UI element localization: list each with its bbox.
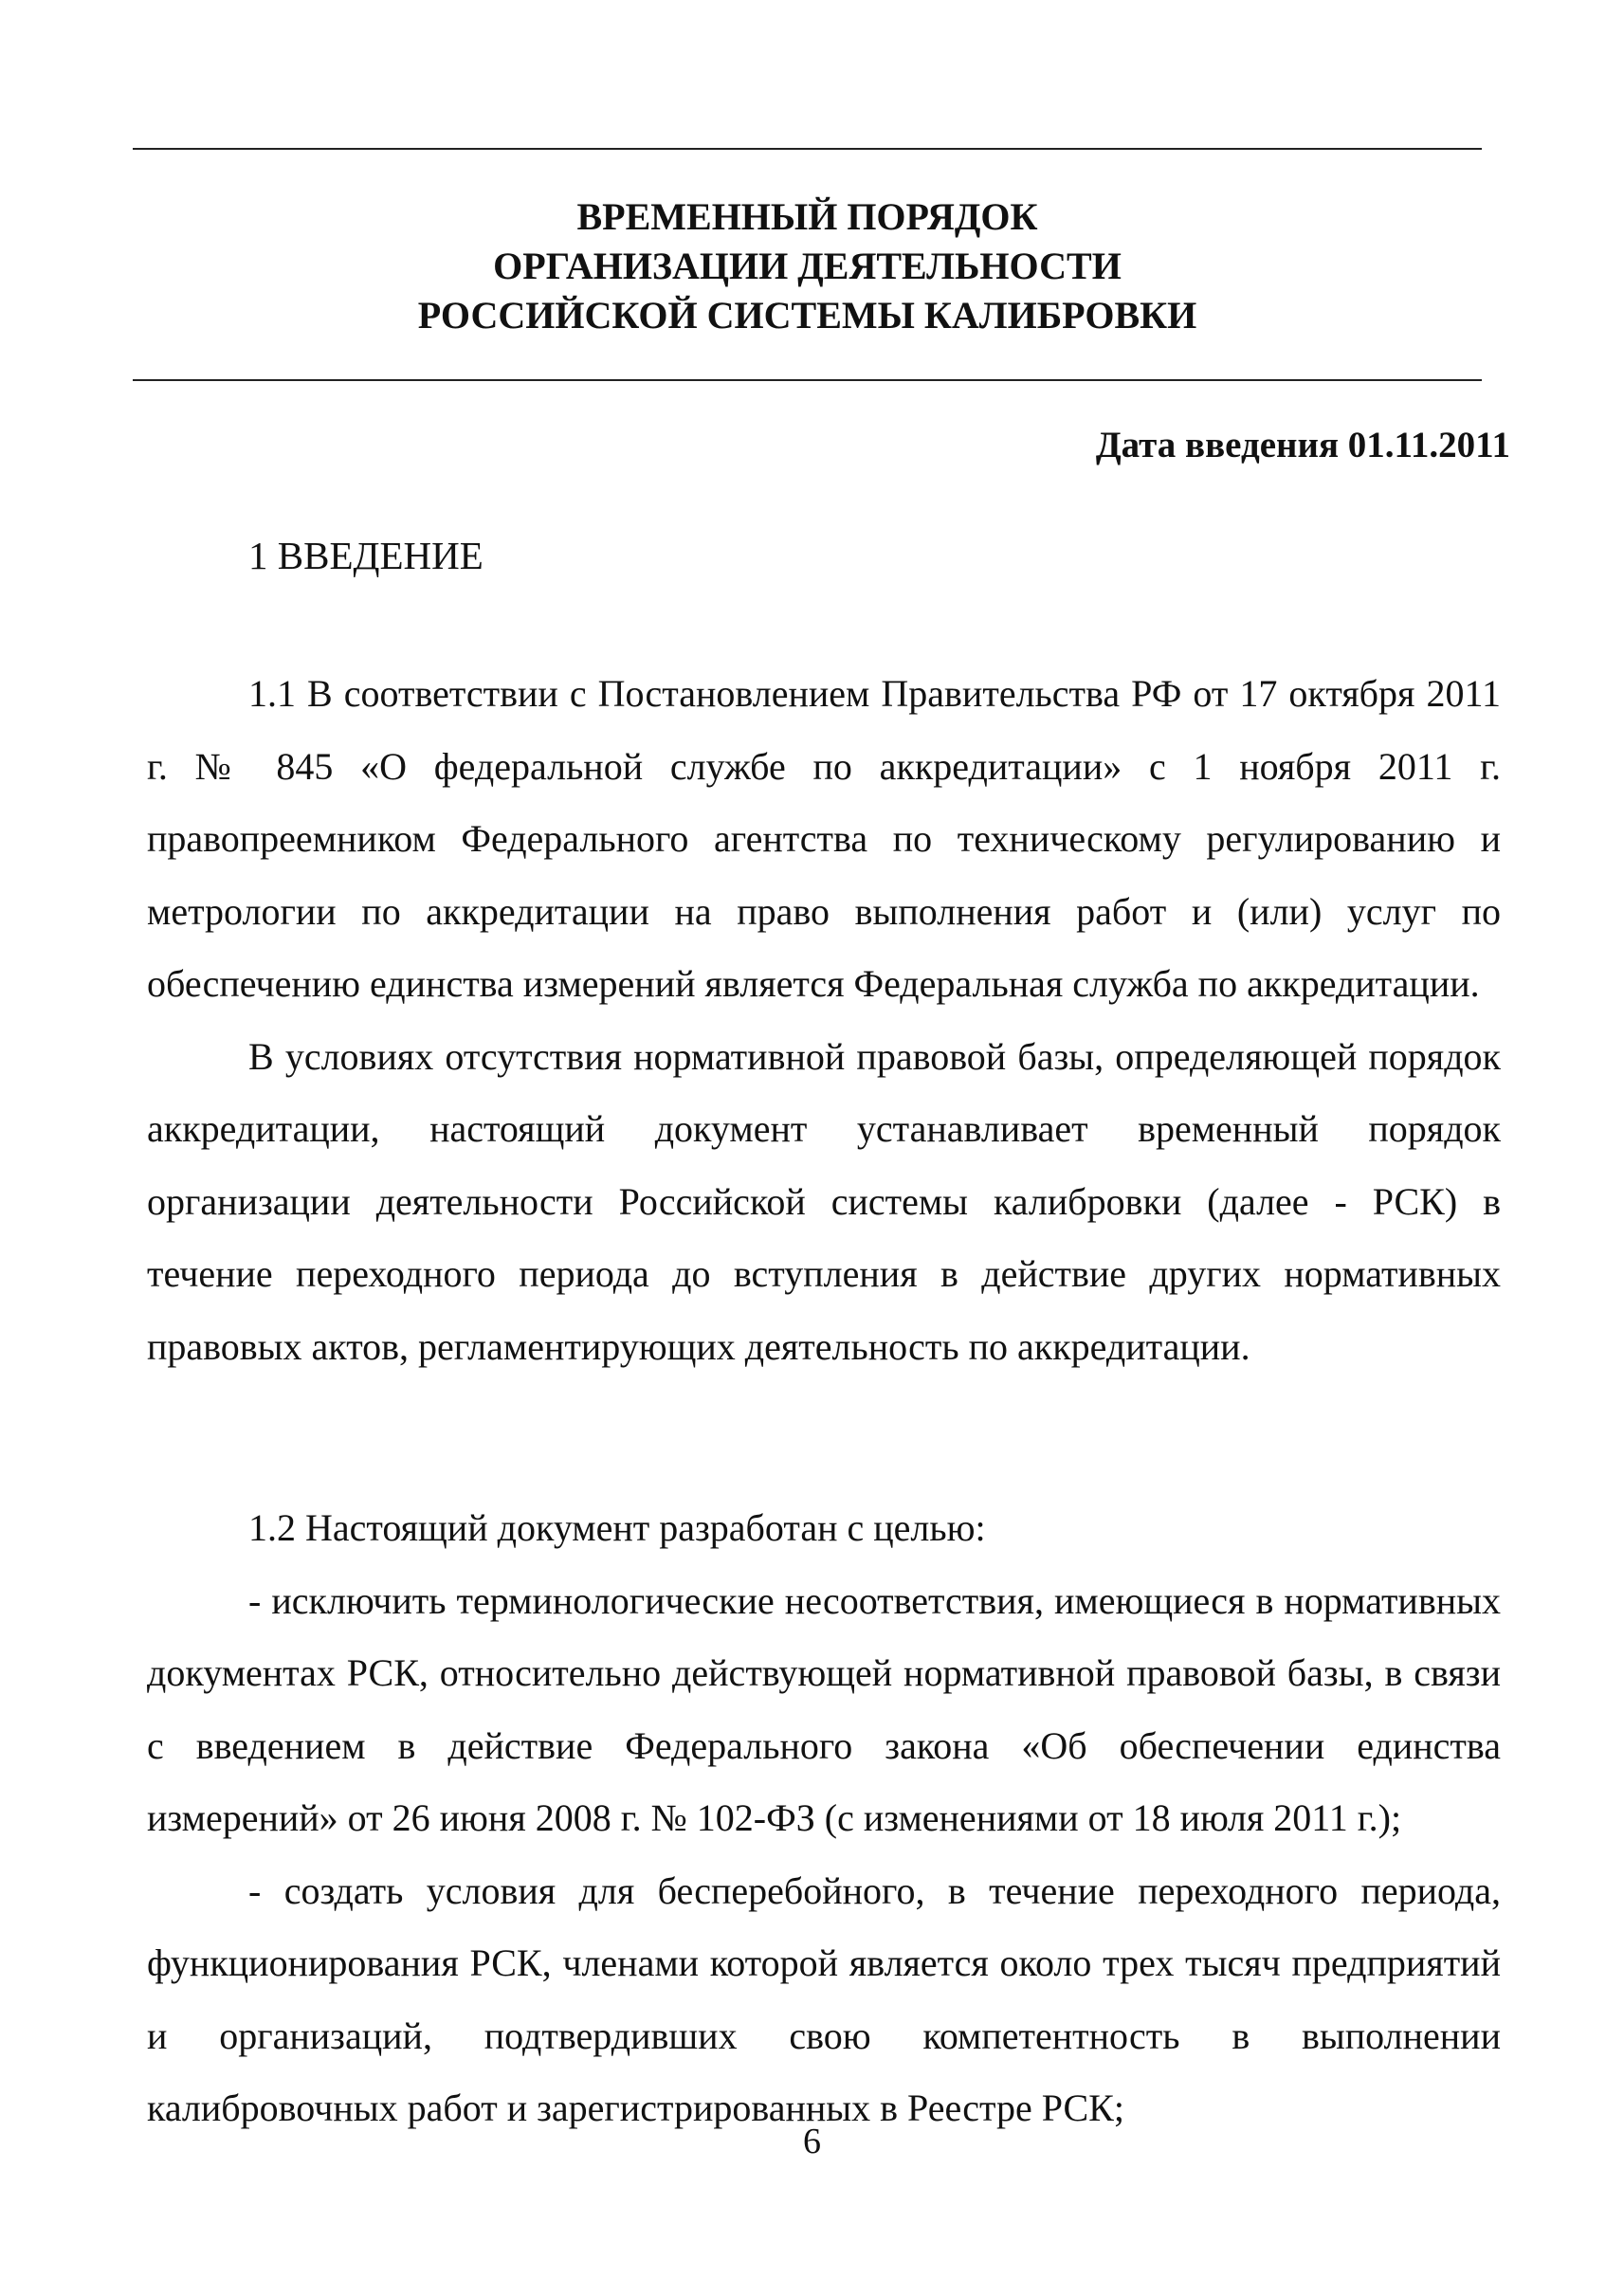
paragraph-1-2: 1.2 Настоящий документ разработан с целью: — [248, 1506, 986, 1549]
title-line-2: ОРГАНИЗАЦИИ ДЕЯТЕЛЬНОСТИ — [493, 245, 1122, 287]
introduction-date: Дата введения 01.11.2011 — [1095, 425, 1510, 465]
paragraph-context: В условиях отсутствия нормативной правовой базы, определяющей порядок аккредитации, настоящий документ устанавливает временный порядок организации деятельности Российской системы калибровки (далее - РСК) в течение переходного периода до вступления в действие других нормативных правовых актов, регламентирующих деятельность по аккредитации. — [147, 1034, 1501, 1368]
paragraph-1-1: 1.1 В соответствии с Постановлением Правительства РФ от 17 октября 2011 г. № 845 «О федеральной службе по аккредитации» с 1 ноября 2011 г. правопреемником Федерального агентства по техническому регулированию и метрологии по аккредитации на право выполнения работ и (или) услуг по обеспечению единства измерений является Федеральная служба по аккредитации. — [147, 672, 1501, 1005]
bottom-divider — [133, 379, 1482, 381]
document-title — [133, 192, 1482, 340]
section-heading: 1 ВВЕДЕНИЕ — [248, 534, 484, 577]
title-line-1: ВРЕМЕННЫЙ ПОРЯДОК — [576, 195, 1038, 238]
section-1-2-text — [147, 1492, 1501, 2145]
title-line-3: РОССИЙСКОЙ СИСТЕМЫ КАЛИБРОВКИ — [417, 294, 1197, 337]
top-divider — [133, 148, 1482, 150]
bullet-conditions: - создать условия для бесперебойного, в течение переходного периода, функционирования РСК, членами которой является около трех тысяч предприятий и организаций, подтвердивших свою компетентность в выполнении калибровочных работ и зарегистрированных в Реестре РСК; — [147, 1868, 1501, 2129]
section-1-1-text — [147, 658, 1501, 1383]
bullet-terminology: - исключить терминологические несоответствия, имеющиеся в нормативных документах РСК, относительно действующей нормативной правовой базы, в связи с введением в действие Федерального закона «Об обеспечении единства измерений» от 26 июня 2008 г. № 102-ФЗ (с изменениями от 18 июля 2011 г.); — [147, 1578, 1501, 1839]
page-number: 6 — [803, 2122, 821, 2161]
